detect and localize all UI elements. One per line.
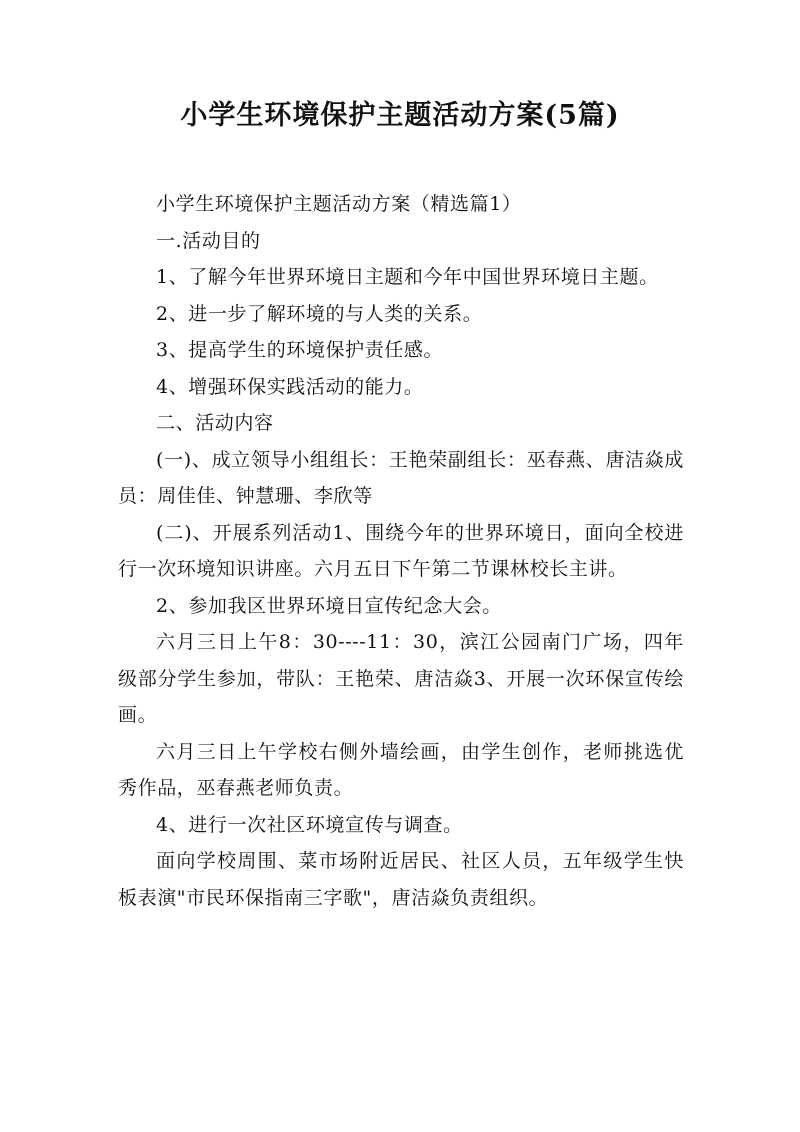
content-series-activities: (二)、开展系列活动1、围绕今年的世界环境日，面向全校进行一次环境知识讲座。六月五日下午第二节课林校长主讲。	[118, 521, 684, 580]
content-leadership-group: (一)、成立领导小组组长：王艳荣副组长：巫春燕、唐洁焱成员：周佳佳、钟慧珊、李欣等	[118, 448, 684, 507]
document-body	[118, 186, 684, 916]
section-heading-selected-1: 小学生环境保护主题活动方案（精选篇1）	[156, 193, 522, 215]
content-item-4: 4、进行一次社区环境宣传与调查。	[156, 813, 463, 836]
purpose-item-2: 2、进一步了解环境的与人类的关系。	[156, 302, 483, 325]
purpose-item-3: 3、提高学生的环境保护责任感。	[156, 339, 444, 361]
purpose-item-4: 4、增强环保实践活动的能力。	[156, 375, 424, 398]
content-event-details: 六月三日上午8：30----11：30，滨江公园南门广场，四年级部分学生参加，带队：王艳荣、唐洁焱3、开展一次环保宣传绘画。	[118, 631, 684, 726]
content-item-2: 2、参加我区世界环境日宣传纪念大会。	[156, 594, 502, 617]
purpose-item-1: 1、了解今年世界环境日主题和今年中国世界环境日主题。	[156, 266, 659, 288]
document-title: 小学生环境保护主题活动方案(5篇)	[180, 100, 620, 131]
content-community-details: 面向学校周围、菜市场附近居民、社区人员，五年级学生快板表演"市民环保指南三字歌"，唐洁焱负责组织。	[118, 850, 684, 909]
content-painting-details: 六月三日上午学校右侧外墙绘画，由学生创作，老师挑选优秀作品，巫春燕老师负责。	[118, 740, 684, 799]
heading-activity-content: 二、活动内容	[156, 412, 274, 434]
heading-activity-purpose: 一.活动目的	[156, 229, 261, 252]
